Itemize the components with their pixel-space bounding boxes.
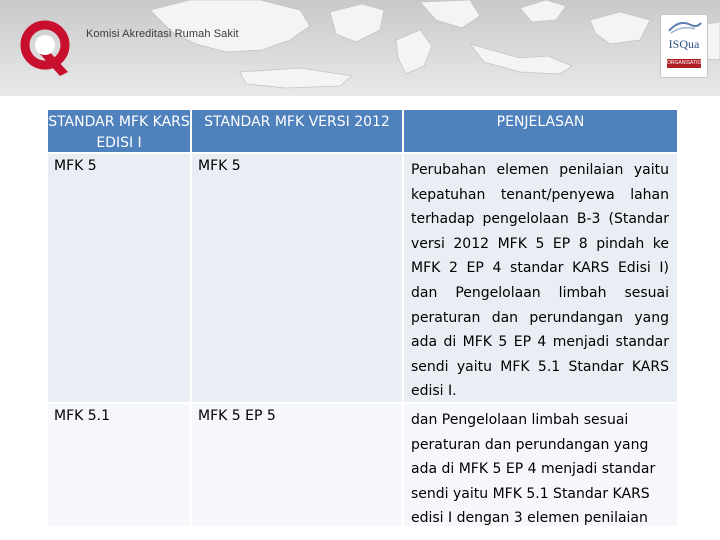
- organization-name: Komisi Akreditasi Rumah Sakit: [86, 28, 239, 40]
- cell-text: MFK 5: [54, 158, 97, 174]
- header-divider: [0, 96, 720, 110]
- row-cell-kars: [48, 402, 192, 526]
- header-col-kars: STANDAR MFK KARS EDISI I: [48, 110, 192, 152]
- isqua-logo: [660, 14, 708, 78]
- isqua-logo-text: ISQua: [668, 37, 700, 51]
- row-cell-versi-2012: [192, 152, 404, 402]
- isqua-badge: ORGANISATION: [667, 60, 705, 66]
- table-row: [48, 152, 677, 402]
- table-row: [48, 402, 677, 526]
- cell-text: MFK 5 EP 5: [198, 408, 276, 424]
- row-cell-kars: [48, 152, 192, 402]
- row-cell-penjelasan: [404, 402, 677, 526]
- header-col-penjelasan: PENJELASAN: [404, 110, 677, 152]
- table-header-row: [48, 110, 677, 152]
- kars-logo: [16, 18, 78, 78]
- row-cell-versi-2012: [192, 402, 404, 526]
- cell-text: dan Pengelolaan limbah sesuai peraturan dan perundangan yang ada di MFK 5 EP 4 menjadi standar sendi yaitu MFK 5.1 Standar KARS edisi I dengan 3 elemen penilaian: [411, 412, 656, 527]
- header-banner: [0, 0, 720, 96]
- row-cell-penjelasan: [404, 152, 677, 402]
- cell-text: MFK 5.1: [54, 408, 111, 424]
- cell-text: Perubahan elemen penilaian yaitu kepatuhan tenant/penyewa lahan terhadap pengelolaan B-3 (Standar versi 2012 MFK 5 EP 8 pindah ke MFK 2 EP 4 standar KARS Edisi I) dan Pengelolaan limbah sesuai peraturan dan perundangan yang ada di MFK 5 EP 4 menjadi standar sendi yaitu MFK 5.1 Standar KARS edisi I.: [411, 162, 669, 400]
- indonesia-map-graphic: [0, 0, 720, 96]
- cell-text: MFK 5: [198, 158, 241, 174]
- header-col-versi-2012: STANDAR MFK VERSI 2012: [192, 110, 404, 152]
- comparison-table: [48, 110, 677, 526]
- isqua-wave-icon: [661, 15, 707, 37]
